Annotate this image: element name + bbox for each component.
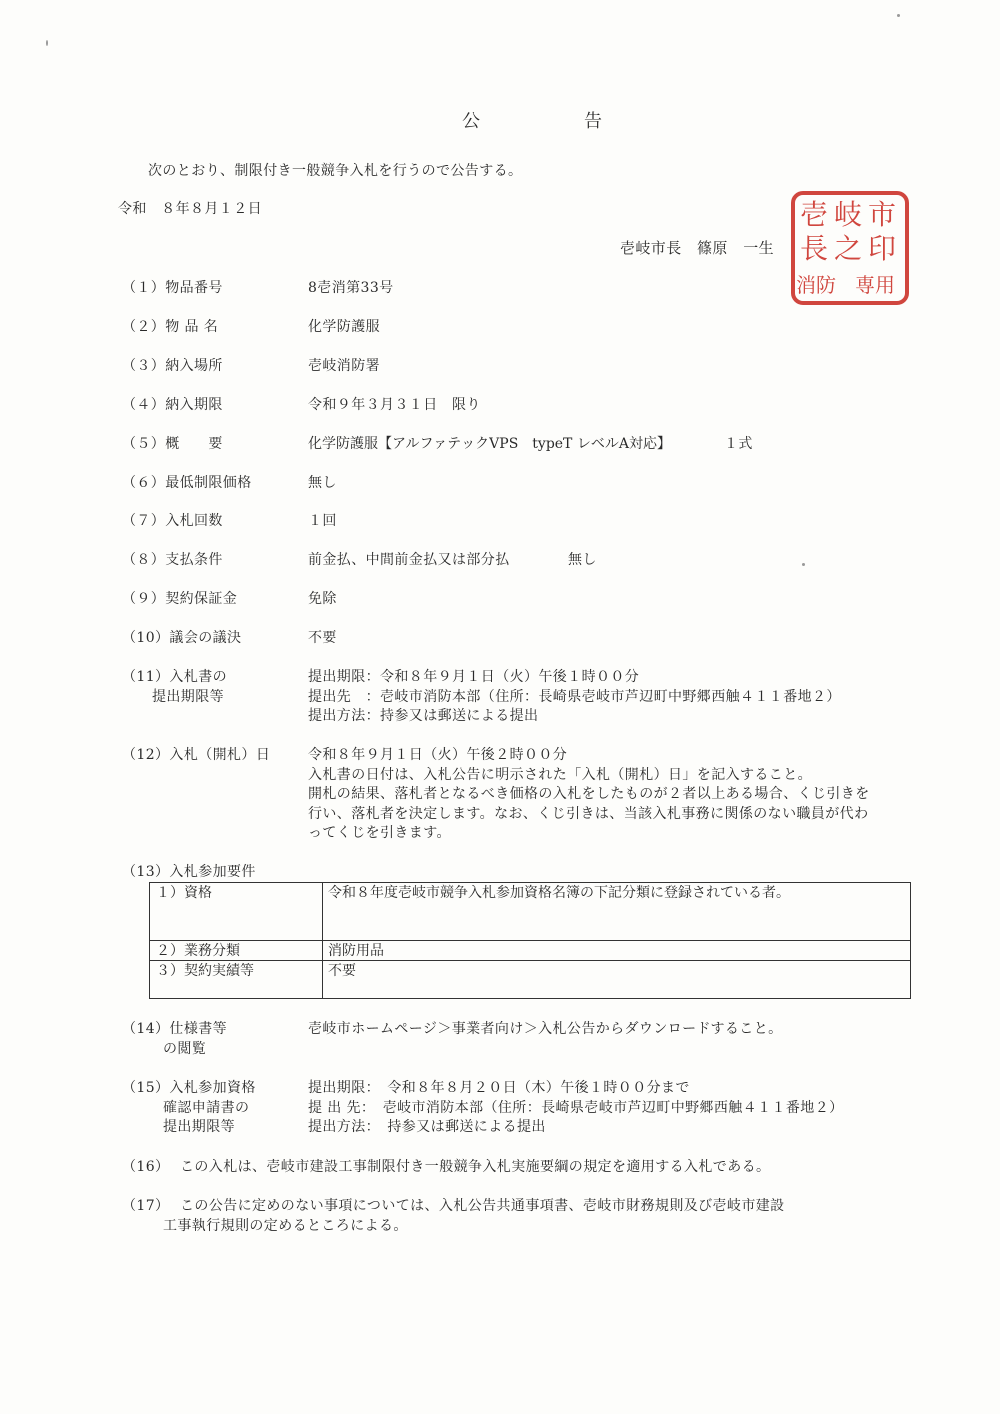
item-16-text: この入札は、壱岐市建設工事制限付き一般競争入札実施要綱の規定を適用する入札である。: [180, 1159, 771, 1175]
scan-speck: [897, 14, 900, 17]
item-5-value: 化学防護服【アルファテックVPS typeT レベルA対応】: [308, 436, 671, 452]
item-15-label-2: 確認申請書の: [163, 1100, 250, 1116]
item-5-label: （５）概 要: [122, 436, 223, 452]
issuer-name: 壱岐市長 篠原 一生: [620, 239, 775, 257]
table-row-2-value: 消防用品: [328, 943, 384, 959]
seal-char-8: 消防: [796, 273, 836, 297]
item-3-value: 壱岐消防署: [308, 358, 380, 374]
title-char-1: 公: [462, 111, 480, 132]
title-char-2: 告: [584, 111, 602, 132]
item-15-label: （15）入札参加資格: [122, 1080, 256, 1096]
table-row-3-key: ３）契約実績等: [156, 963, 254, 979]
item-17-text-2: 工事執行規則の定めるところによる。: [163, 1218, 408, 1234]
item-8-value-2: 無し: [568, 552, 597, 568]
item-12-line-1: 令和８年９月１日（火）午後２時００分: [308, 747, 568, 763]
item-1-label: （１）物品番号: [122, 280, 223, 296]
item-7-label: （７）入札回数: [122, 513, 223, 529]
item-9-label: （９）契約保証金: [122, 591, 238, 607]
item-8-label: （８）支払条件: [122, 552, 223, 568]
notice-date: 令和 ８年８月１２日: [118, 201, 262, 217]
table-row-divider: [150, 940, 910, 941]
table-row-divider: [150, 960, 910, 961]
item-6-label: （６）最低制限価格: [122, 475, 252, 491]
item-3-label: （３）納入場所: [122, 358, 223, 374]
seal-char-3: 壱: [799, 198, 829, 231]
scan-speck: [46, 40, 48, 46]
item-11-line-1: 提出期限：令和８年９月１日（火）午後１時００分: [308, 669, 640, 685]
item-12-line-3: 開札の結果、落札者となるべき価格の入札をしたものが２者以上ある場合、くじ引きを: [308, 786, 870, 802]
item-11-line-2: 提出先 ：壱岐市消防本部（住所：長崎県壱岐市芦辺町中野郷西触４１１番地２）: [308, 689, 841, 705]
table-row-1-key: １）資格: [156, 885, 212, 901]
item-14-label-2: の閲覧: [163, 1041, 207, 1057]
item-17-label: （17）: [122, 1198, 170, 1214]
item-2-value: 化学防護服: [308, 319, 380, 335]
item-2-label: （２）物 品 名: [122, 319, 219, 335]
item-10-value: 不要: [308, 630, 337, 646]
item-15-line-3: 提出方法： 持参又は郵送による提出: [308, 1119, 546, 1135]
item-11-label-2: 提出期限等: [152, 689, 224, 705]
table-row-3-value: 不要: [328, 963, 356, 979]
item-16-label: （16）: [122, 1159, 170, 1175]
item-14-value: 壱岐市ホームページ＞事業者向け＞入札公告からダウンロードすること。: [308, 1021, 783, 1037]
seal-char-6: 長: [799, 232, 829, 265]
item-11-label: （11）入札書の: [122, 669, 228, 685]
seal-char-2: 岐: [833, 198, 863, 231]
item-5-quantity: １式: [724, 436, 753, 452]
item-1-value: 8壱消第33号: [308, 280, 394, 296]
item-9-value: 免除: [308, 591, 337, 607]
table-row-1-value: 令和８年度壱岐市競争入札参加資格名簿の下記分類に登録されている者。: [328, 885, 790, 901]
seal-char-7: 専用: [855, 273, 895, 297]
item-10-label: （10）議会の議決: [122, 630, 242, 646]
item-14-label: （14）仕様書等: [122, 1021, 228, 1037]
requirements-table: [149, 882, 911, 999]
item-17-text-1: この公告に定めのない事項については、入札公告共通事項書、壱岐市財務規則及び壱岐市建設: [180, 1198, 785, 1214]
item-12-line-5: ってくじを引きます。: [308, 825, 451, 841]
item-12-label: （12）入札（開札）日: [122, 747, 271, 763]
intro-text: 次のとおり、制限付き一般競争入札を行うので公告する。: [148, 163, 523, 179]
item-15-label-3: 提出期限等: [163, 1119, 235, 1135]
table-row-2-key: ２）業務分類: [156, 943, 240, 959]
item-6-value: 無し: [308, 475, 337, 491]
item-12-line-4: 行い、落札者を決定します。なお、くじ引きは、当該入札事務に関係のない職員が代わ: [308, 806, 869, 822]
seal-char-5: 之: [833, 232, 863, 265]
item-15-line-2: 提 出 先： 壱岐市消防本部（住所：長崎県壱岐市芦辺町中野郷西触４１１番地２）: [308, 1100, 844, 1116]
item-11-line-3: 提出方法：持参又は郵送による提出: [308, 708, 539, 724]
official-seal: [790, 190, 910, 306]
item-12-line-2: 入札書の日付は、入札公告に明示された「入札（開札）日」を記入すること。: [308, 767, 812, 783]
seal-char-1: 市: [867, 198, 897, 231]
notice-title: [462, 112, 622, 136]
item-15-line-1: 提出期限： 令和８年８月２０日（木）午後１時００分まで: [308, 1080, 690, 1096]
scan-speck: [802, 563, 805, 566]
item-4-label: （４）納入期限: [122, 397, 223, 413]
seal-char-4: 印: [867, 232, 897, 265]
item-8-value: 前金払、中間前金払又は部分払: [308, 552, 510, 568]
item-13-label: （13）入札参加要件: [122, 864, 256, 880]
item-7-value: １回: [308, 513, 337, 529]
item-4-value: 令和９年３月３１日 限り: [308, 397, 481, 413]
